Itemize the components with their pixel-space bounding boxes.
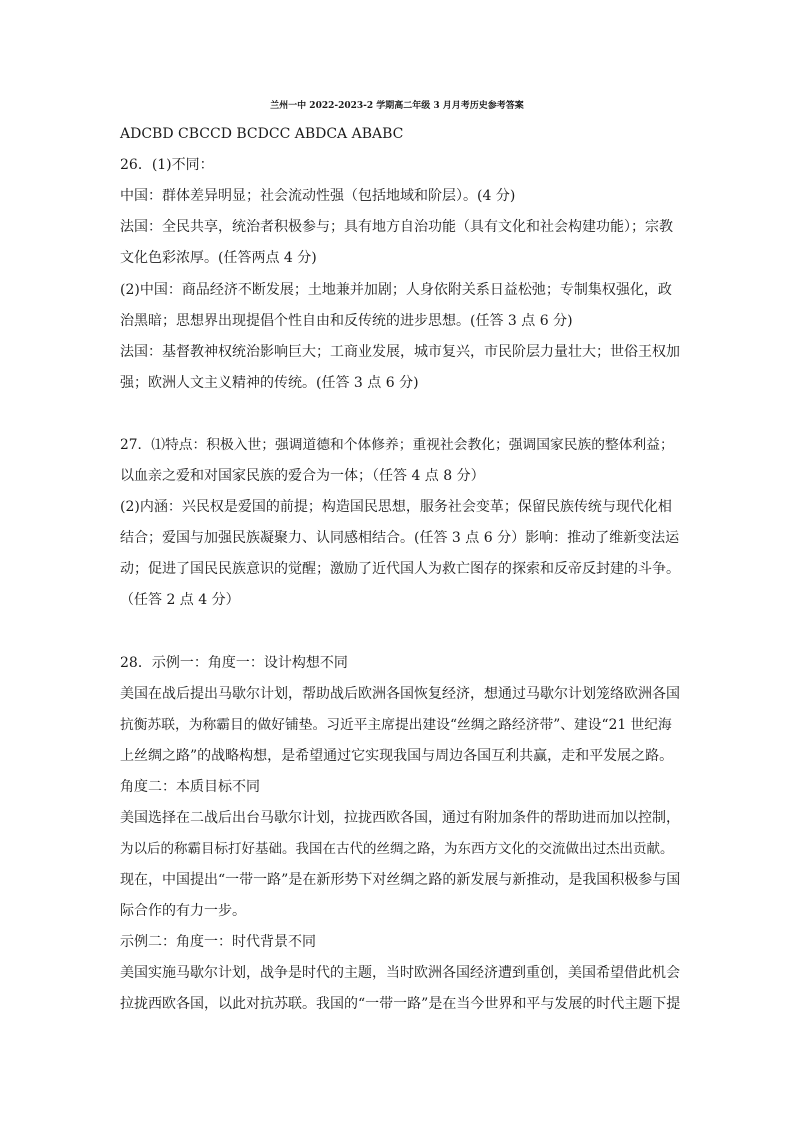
q27-line: 以血亲之爱和对国家民族的爱合为一体；（任答 4 点 8 分） (120, 468, 485, 484)
q28-line: 角度二：本质目标不同 (120, 779, 260, 795)
q27-line: 27．⑴特点：积极入世；强调道德和个体修养；重视社会教化；强调国家民族的整体利益； (120, 437, 674, 453)
q28-line: 抗衡苏联，为称霸目的做好铺垫。习近平主席提出建设“丝绸之路经济带”、建设“21 世纪海 (120, 717, 672, 733)
q28-line: 拉拢西欧各国，以此对抗苏联。我国的“一带一路”是在当今世界和平与发展的时代主题下提 (120, 996, 681, 1012)
q27-line: (2)内涵：兴民权是爱国的前提；构造国民思想，服务社会变革；保留民族传统与现代化相 (120, 499, 672, 515)
answer-key-line: ADCBD CBCCD BCDCC ABDCA ABABC (120, 126, 404, 142)
q28-line: 示例二：角度一：时代背景不同 (120, 934, 316, 950)
q28-line: 28．示例一：角度一：设计构想不同 (120, 655, 348, 671)
q26-line: 法国：基督教神权统治影响巨大；工商业发展，城市复兴，市民阶层力量壮大；世俗王权加 (120, 344, 680, 360)
q28-line: 上丝绸之路”的战略构想，是希望通过它实现我国与周边各国互利共赢，走和平发展之路。 (120, 748, 674, 764)
q28-line: 现在，中国提出“一带一路”是在新形势下对丝绸之路的新发展与新推动，是我国积极参与国 (120, 872, 681, 888)
q26-line: (2)中国：商品经济不断发展；土地兼并加剧；人身依附关系日益松弛；专制集权强化，政 (120, 282, 672, 298)
q27-line: （任答 2 点 4 分） (120, 592, 240, 608)
q27-line: 动；促进了国民民族意识的觉醒；激励了近代国人为救亡图存的探索和反帝反封建的斗争。 (120, 561, 680, 577)
document-title: 兰州一中 2022-2023-2 学期高二年级 3 月月考历史参考答案 (270, 101, 524, 111)
q26-line: 文化色彩浓厚。(任答两点 4 分) (120, 250, 317, 266)
q26-line: 强；欧洲人文主义精神的传统。(任答 3 点 6 分) (120, 375, 419, 391)
q28-line: 际合作的有力一步。 (120, 903, 246, 919)
q26-line: 治黑暗；思想界出现提倡个性自由和反传统的进步思想。(任答 3 点 6 分) (120, 313, 573, 329)
q26-line: 中国：群体差异明显；社会流动性强（包括地域和阶层）。(4 分) (120, 188, 516, 204)
q27-line: 结合；爱国与加强民族凝聚力、认同感相结合。(任答 3 点 6 分）影响：推动了维新变法运 (120, 530, 680, 546)
q26-line: 26．(1)不同： (120, 157, 214, 173)
q28-line: 美国选择在二战后出台马歇尔计划，拉拢西欧各国，通过有附加条件的帮助进而加以控制， (120, 810, 680, 826)
q28-line: 美国在战后提出马歇尔计划，帮助战后欧洲各国恢复经济，想通过马歇尔计划笼络欧洲各国 (120, 686, 680, 702)
q26-line: 法国：全民共享，统治者积极参与；具有地方自治功能（具有文化和社会构建功能）；宗教 (120, 219, 673, 235)
q28-line: 为以后的称霸目标打好基础。我国在古代的丝绸之路，为东西方文化的交流做出过杰出贡献。 (120, 841, 674, 857)
q28-line: 美国实施马歇尔计划，战争是时代的主题，当时欧洲各国经济遭到重创，美国希望借此机会 (120, 965, 680, 981)
